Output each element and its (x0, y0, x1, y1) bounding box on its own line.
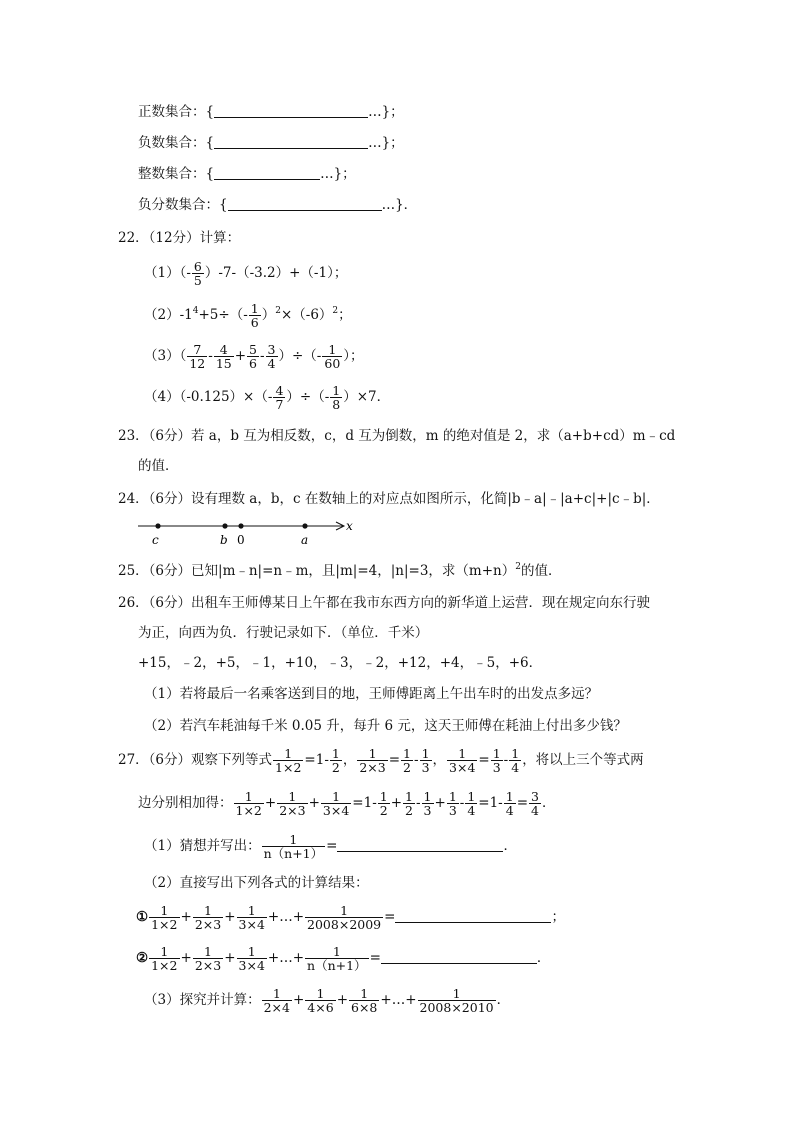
q25-text (118, 561, 561, 581)
text: + (336, 992, 348, 1008)
fraction (234, 790, 264, 817)
text: = (326, 838, 338, 854)
numerator: 1 (193, 945, 223, 959)
point-zero (238, 523, 243, 528)
q22-part4 (144, 381, 390, 413)
q26-records: +15，﹣2，+5，﹣1，+10，﹣3，﹣2，+12，+4，﹣5，+6． (138, 655, 543, 671)
operator: - (208, 348, 213, 364)
numerator: 1 (379, 788, 388, 804)
denominator: 1×2 (151, 958, 178, 973)
denominator: 2 (379, 803, 388, 818)
fraction (447, 747, 477, 774)
number-line-diagram (138, 514, 378, 548)
fraction (262, 833, 326, 860)
numerator: 1 (357, 747, 387, 761)
answer-blank[interactable] (337, 837, 503, 852)
denominator: 3×4 (238, 958, 265, 973)
q27-line1 (118, 744, 644, 776)
q27-sub2: （2）直接写出下列各式的计算结果： (144, 875, 369, 891)
numerator: 1 (492, 745, 501, 761)
fraction (349, 987, 379, 1014)
set-tail: …}； (320, 166, 356, 182)
fraction (149, 945, 179, 972)
text: 25．（6分）已知|m﹣n|=n﹣m，且|m|=4，|n|=3，求（m+n） (118, 563, 516, 579)
denominator: 3 (421, 760, 430, 775)
fraction (237, 904, 267, 931)
fraction (401, 747, 413, 774)
denominator: 8 (332, 397, 341, 412)
numerator: 6 (193, 258, 202, 274)
denominator: 1×2 (235, 803, 262, 818)
text: = (388, 752, 401, 768)
negative-set-label: 负数集合：{ (138, 135, 215, 151)
fraction (277, 790, 307, 817)
text: -1 (179, 307, 193, 323)
text: + (180, 950, 192, 966)
point-c (155, 523, 160, 528)
denominator: 3 (423, 803, 432, 818)
text: - (459, 795, 465, 811)
numerator: 4 (214, 343, 234, 357)
numerator: 1 (349, 987, 379, 1001)
fraction (305, 945, 369, 972)
q26-sub1: （1）若将最后一名乘客送到目的地，王师傅距离上午出车时的出发点多远？ (144, 686, 599, 702)
text: ）-7-（-3.2）+（-1）； (204, 265, 348, 281)
denominator: 6 (250, 315, 259, 330)
label-a: a (301, 533, 309, 547)
numerator: 1 (421, 745, 430, 761)
numerator: 1 (305, 904, 383, 918)
fraction (266, 343, 278, 370)
q27-sub1 (144, 830, 517, 862)
text: = (384, 909, 396, 925)
text: ）×7． (343, 389, 391, 405)
text: - (503, 752, 509, 768)
q22-part1 (144, 258, 347, 288)
text: ）÷（- (286, 389, 330, 405)
denominator: 4 (511, 760, 520, 775)
fraction (273, 384, 285, 411)
fraction (465, 790, 477, 817)
text: + (180, 909, 192, 925)
fraction (504, 790, 516, 817)
numerator: 1 (273, 747, 303, 761)
text: = (516, 795, 529, 811)
point-b (222, 523, 227, 528)
text: （- (179, 265, 191, 281)
positive-set-line (138, 102, 404, 122)
part-index: （3） (144, 348, 180, 364)
text: - (415, 795, 421, 811)
text: +…+ (380, 992, 417, 1008)
numerator: 1 (322, 343, 342, 357)
integer-set-line (138, 164, 356, 184)
denominator: 3×4 (449, 760, 476, 775)
numerator: 7 (187, 343, 207, 357)
fraction (149, 904, 179, 931)
denominator: 2×3 (194, 958, 222, 973)
denominator: 3 (448, 803, 457, 818)
text: ． (536, 950, 551, 966)
q27-sub3 (144, 984, 510, 1016)
numerator: 1 (321, 790, 351, 804)
fraction (418, 987, 496, 1014)
numerator: 1 (447, 747, 477, 761)
q27-line2 (138, 787, 555, 819)
numerator: 1 (405, 788, 413, 804)
text: =1- (478, 795, 503, 811)
text: （3）探究并计算： (144, 992, 261, 1008)
numerator: 1 (418, 987, 496, 1001)
exponent: 4 (192, 306, 199, 316)
fraction (403, 790, 415, 817)
q22-part2 (144, 300, 352, 330)
numerator: 1 (305, 987, 335, 1001)
numerator: 1 (193, 904, 223, 918)
fraction (273, 747, 303, 774)
denominator: 60 (324, 356, 341, 371)
numerator: 4 (275, 382, 284, 398)
text: + (434, 795, 446, 811)
q22-title: 22．（12分）计算： (118, 230, 241, 246)
text: ） (261, 307, 276, 323)
denominator: 1×2 (275, 760, 302, 775)
denominator: 5 (193, 273, 202, 288)
part-index: （4） (144, 389, 180, 405)
text: ． (496, 992, 511, 1008)
fraction (214, 343, 234, 370)
text: （1）猜想并写出： (144, 838, 261, 854)
positive-set-label: 正数集合：{ (138, 104, 215, 120)
negative-fraction-set-line (138, 195, 417, 215)
text: ， (342, 752, 357, 768)
denominator: 2×3 (194, 917, 222, 932)
numerator: 1 (237, 904, 267, 918)
numerator: 1 (331, 745, 340, 761)
fraction (422, 790, 434, 817)
denominator: 4 (267, 356, 276, 371)
label-x: x (346, 519, 353, 533)
q27-sub2-item1 (136, 901, 565, 933)
text: ×（-6） (280, 307, 333, 323)
denominator: 3×4 (238, 917, 265, 932)
numerator: 1 (448, 788, 457, 804)
numerator: 3 (267, 341, 276, 357)
numerator: 1 (149, 945, 179, 959)
denominator: 2×3 (279, 803, 306, 818)
denominator: 1×2 (151, 917, 178, 932)
denominator: 4 (505, 803, 514, 818)
text: 的值． (520, 563, 562, 579)
denominator: 2008×2009 (307, 917, 382, 932)
fraction (378, 790, 390, 817)
numerator: 1 (332, 382, 341, 398)
numerator: 1 (467, 788, 476, 804)
circled-number-2: ② (136, 950, 149, 966)
fraction (237, 945, 267, 972)
point-a (302, 523, 307, 528)
numerator: 1 (234, 790, 264, 804)
fraction (305, 904, 383, 931)
denominator: 2008×2010 (419, 1000, 494, 1015)
text: ． (541, 795, 556, 811)
text: =1- (352, 795, 377, 811)
denominator: 15 (215, 356, 232, 371)
text: 27．（6分）观察下列等式 (118, 752, 273, 768)
q24-text: 24．（6分）设有理数 a，b，c 在数轴上的对应点如图所示，化简|b﹣a|﹣|a+c|+|c﹣b|． (118, 491, 660, 507)
text: +…+ (267, 950, 305, 966)
negative-set-line (138, 133, 404, 153)
text: =1- (304, 752, 329, 768)
fraction (193, 904, 223, 931)
fraction (509, 747, 521, 774)
fraction (420, 747, 432, 774)
text: ； (338, 307, 352, 323)
numerator: 1 (403, 745, 411, 761)
q22-part3 (144, 340, 364, 372)
fraction (330, 384, 342, 411)
part-index: （1） (144, 265, 180, 281)
denominator: 4 (467, 803, 476, 818)
denominator: 2 (405, 803, 413, 818)
numerator: 1 (149, 904, 179, 918)
label-c: c (152, 533, 159, 547)
text: ， (432, 752, 447, 768)
operator: + (234, 348, 247, 364)
answer-blank[interactable] (214, 134, 368, 149)
text: - (414, 752, 419, 768)
numerator: 3 (531, 788, 539, 804)
fraction (192, 260, 204, 287)
fraction (330, 747, 342, 774)
q26-sub2: （2）若汽车耗油每千米 0.05 升，每升 6 元，这天王师傅在耗油上付出多少钱？ (144, 718, 627, 734)
text: 边分别相加得： (138, 795, 233, 811)
label-b: b (220, 533, 228, 547)
numerator: 1 (305, 945, 369, 959)
q23-line1: 23．（6分）若 a，b 互为相反数，c，d 互为倒数，m 的绝对值是 2，求（a+b+cd）m﹣cd (118, 428, 676, 444)
denominator: 6×8 (351, 1000, 378, 1015)
numerator: 1 (262, 987, 292, 1001)
fraction (357, 747, 387, 774)
numerator: 1 (277, 790, 307, 804)
text: + (264, 795, 277, 811)
answer-blank[interactable] (214, 165, 320, 180)
denominator: 12 (189, 356, 206, 371)
set-tail: …}． (381, 197, 418, 213)
text: + (308, 795, 320, 811)
text: + (292, 992, 305, 1008)
circled-number-1: ① (136, 909, 149, 925)
text: + (224, 950, 236, 966)
answer-blank[interactable] (381, 949, 537, 964)
text: = (478, 752, 490, 768)
denominator: 2 (403, 760, 411, 775)
fraction (447, 790, 459, 817)
fraction (305, 987, 335, 1014)
denominator: 2 (331, 760, 340, 775)
integer-set-label: 整数集合：{ (138, 166, 215, 182)
set-tail: …}； (368, 104, 404, 120)
fraction (249, 302, 261, 329)
numerator: 1 (262, 833, 326, 847)
answer-blank[interactable] (228, 196, 382, 211)
q23-line2: 的值． (138, 458, 179, 474)
text: ）； (343, 348, 364, 364)
denominator: 2×3 (359, 760, 386, 775)
label-zero: 0 (237, 533, 245, 547)
numerator: 1 (423, 788, 432, 804)
fraction (187, 343, 207, 370)
text: ）÷（- (278, 348, 322, 364)
numerator: 5 (249, 341, 257, 357)
negative-fraction-set-label: 负分数集合：{ (138, 197, 228, 213)
fraction (322, 343, 342, 370)
denominator: 4×6 (307, 1000, 334, 1015)
answer-blank[interactable] (214, 103, 368, 118)
text: ，将以上三个等式两 (522, 752, 644, 768)
set-tail: …}； (368, 135, 404, 151)
fraction (262, 987, 292, 1014)
numerator: 1 (511, 745, 520, 761)
denominator: n（n+1） (263, 846, 324, 861)
text: +…+ (267, 909, 305, 925)
text: + (224, 909, 236, 925)
numerator: 1 (250, 300, 259, 316)
text: ． (503, 838, 517, 854)
fraction (247, 343, 259, 370)
exponent: 2 (332, 306, 339, 316)
exponent: 2 (275, 306, 281, 316)
part-index: （2） (144, 307, 180, 323)
denominator: n（n+1） (307, 958, 367, 973)
denominator: 3 (492, 760, 501, 775)
q26-line1: 26．（6分）出租车王师傅某日上午都在我市东西方向的新华道上运营．现在规定向东行驶 (118, 595, 651, 611)
denominator: 2×4 (263, 1000, 290, 1015)
text: +5÷（- (198, 307, 248, 323)
text: + (390, 795, 403, 811)
fraction (529, 790, 541, 817)
q26-line2: 为正，向西为负．行驶记录如下．（单位．千米） (138, 625, 429, 641)
fraction (193, 945, 223, 972)
fraction (491, 747, 503, 774)
answer-blank[interactable] (395, 908, 551, 923)
denominator: 6 (249, 356, 257, 371)
denominator: 7 (275, 397, 284, 412)
text: = (369, 950, 381, 966)
denominator: 4 (531, 803, 539, 818)
denominator: 3×4 (322, 803, 350, 818)
fraction (321, 790, 351, 817)
q27-sub2-item2 (136, 942, 550, 974)
exponent: 2 (515, 562, 521, 572)
text: ； (551, 909, 565, 925)
text: （ (179, 348, 187, 364)
numerator: 1 (237, 945, 267, 959)
text: （-0.125）×（- (179, 389, 273, 405)
operator: - (259, 348, 265, 364)
numerator: 1 (505, 788, 514, 804)
